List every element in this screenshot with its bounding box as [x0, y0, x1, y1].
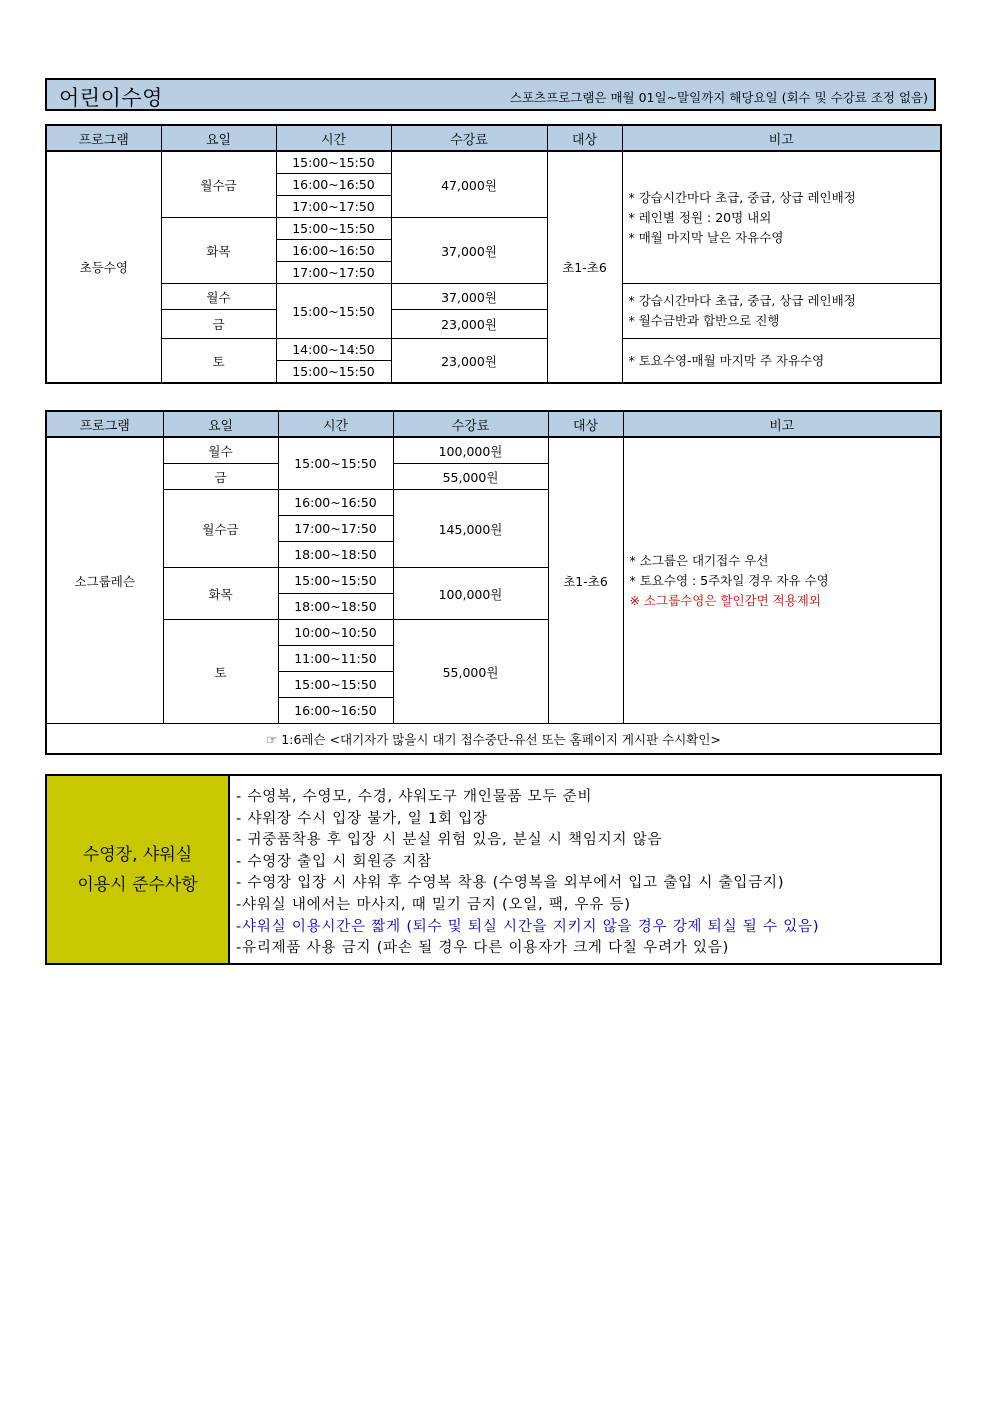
rule-item: - 샤워장 수시 입장 불가, 일 1회 입장	[236, 810, 488, 827]
day-cell: 월수	[163, 437, 278, 464]
program-name: 소그룹레슨	[46, 437, 163, 724]
fee-cell: 100,000원	[393, 437, 548, 464]
rule-item: - 귀중품착용 후 입장 시 분실 위험 있음, 분실 시 책임지지 않음	[236, 832, 663, 849]
fee-cell: 37,000원	[391, 284, 547, 310]
time-cell: 16:00~16:50	[278, 490, 393, 516]
fee-cell: 47,000원	[391, 151, 547, 218]
target-cell: 초1-초6	[547, 151, 622, 383]
small-group-lesson-table	[45, 410, 942, 755]
rule-item: -유리제품 사용 금지 (파손 될 경우 다른 이용자가 크게 다칠 우려가 있음)	[236, 940, 730, 957]
rules-label-line: 수영장, 샤워실	[82, 844, 193, 865]
rule-item: - 수영장 출입 시 회원증 지참	[236, 853, 432, 870]
time-cell: 10:00~10:50	[278, 620, 393, 646]
time-cell: 18:00~18:50	[278, 542, 393, 568]
remarks-cell	[622, 284, 941, 339]
remarks-cell	[622, 151, 941, 284]
col-fee: 수강료	[391, 125, 547, 151]
time-cell: 14:00~14:50	[276, 339, 391, 361]
col-time: 시간	[276, 125, 391, 151]
fee-cell: 55,000원	[393, 620, 548, 724]
rule-item-highlight: -샤워실 이용시간은 짧게 (퇴수 및 퇴실 시간을 지키지 않을 경우 강제 퇴실 될 수 있음)	[236, 918, 820, 935]
table-row	[46, 437, 941, 464]
remark-line: * 토요수영-매월 마지막 주 자유수영	[628, 352, 825, 368]
col-time: 시간	[278, 411, 393, 437]
section-note: 스포츠프로그램은 매월 01일~말일까지 해당요일 (회수 및 수강료 조정 없음)	[509, 90, 928, 105]
day-cell: 금	[163, 464, 278, 490]
time-cell: 15:00~15:50	[278, 568, 393, 594]
rules-label-line: 이용시 준수사항	[77, 874, 198, 895]
table-row	[46, 339, 941, 361]
table-row	[46, 284, 941, 310]
day-cell: 화목	[161, 218, 276, 284]
remark-line: * 레인별 정원 : 20명 내외	[628, 209, 772, 225]
remarks-cell	[623, 437, 941, 724]
table-header-row	[46, 125, 941, 151]
lesson-footnote: ☞ 1:6레슨 <대기자가 많을시 대기 접수중단-유선 또는 홈페이지 게시판 수시확인>	[46, 724, 941, 755]
day-cell: 토	[163, 620, 278, 724]
time-cell: 18:00~18:50	[278, 594, 393, 620]
rules-list	[230, 776, 819, 963]
remark-line: * 매월 마지막 날은 자유수영	[628, 229, 784, 245]
day-cell: 토	[161, 339, 276, 384]
col-day: 요일	[163, 411, 278, 437]
remark-line: * 강습시간마다 초급, 중급, 상급 레인배정	[628, 189, 856, 205]
time-cell: 17:00~17:50	[276, 196, 391, 218]
time-cell: 11:00~11:50	[278, 646, 393, 672]
table-footer-row	[46, 724, 941, 755]
rules-label	[47, 776, 230, 963]
rules-box	[45, 774, 942, 965]
remark-warning: ※ 소그룹수영은 할인감면 적용제외	[629, 592, 821, 608]
remarks-cell	[622, 339, 941, 384]
time-cell: 15:00~15:50	[276, 218, 391, 240]
rule-item: -샤워실 내에서는 마사지, 때 밀기 금지 (오일, 팩, 우유 등)	[236, 896, 631, 913]
day-cell: 월수	[161, 284, 276, 310]
col-day: 요일	[161, 125, 276, 151]
fee-cell: 55,000원	[393, 464, 548, 490]
time-cell: 17:00~17:50	[278, 516, 393, 542]
program-name: 초등수영	[46, 151, 161, 383]
target-cell: 초1-초6	[548, 437, 623, 724]
elementary-swim-table	[45, 124, 942, 384]
time-cell: 17:00~17:50	[276, 262, 391, 284]
time-cell: 16:00~16:50	[276, 174, 391, 196]
remark-line: * 소그룹은 대기접수 우선	[629, 552, 769, 568]
col-target: 대상	[547, 125, 622, 151]
fee-cell: 145,000원	[393, 490, 548, 568]
remark-line: * 강습시간마다 초급, 중급, 상급 레인배정	[628, 293, 856, 308]
fee-cell: 100,000원	[393, 568, 548, 620]
day-cell: 화목	[163, 568, 278, 620]
col-program: 프로그램	[46, 125, 161, 151]
time-cell: 15:00~15:50	[276, 151, 391, 174]
section-title: 어린이수영	[59, 86, 163, 110]
col-program: 프로그램	[46, 411, 163, 437]
col-remarks: 비고	[623, 411, 941, 437]
remark-line: * 월수금반과 합반으로 진행	[628, 313, 780, 328]
time-cell: 15:00~15:50	[278, 672, 393, 698]
table-row	[46, 151, 941, 174]
remark-line: * 토요수영 : 5주차일 경우 자유 수영	[629, 572, 829, 588]
day-cell: 월수금	[161, 151, 276, 218]
table-header-row	[46, 411, 941, 437]
rule-item: - 수영복, 수영모, 수경, 샤워도구 개인물품 모두 준비	[236, 789, 593, 805]
time-cell: 16:00~16:50	[276, 240, 391, 262]
time-cell: 16:00~16:50	[278, 698, 393, 724]
col-fee: 수강료	[393, 411, 548, 437]
col-remarks: 비고	[622, 125, 941, 151]
day-cell: 금	[161, 310, 276, 339]
time-cell: 15:00~15:50	[278, 437, 393, 490]
day-cell: 월수금	[163, 490, 278, 568]
fee-cell: 23,000원	[391, 310, 547, 339]
col-target: 대상	[548, 411, 623, 437]
section-header	[45, 78, 936, 111]
rule-item: - 수영장 입장 시 샤워 후 수영복 착용 (수영복을 외부에서 입고 출입 시 출입금지)	[236, 875, 785, 892]
time-cell: 15:00~15:50	[276, 284, 391, 339]
time-cell: 15:00~15:50	[276, 361, 391, 384]
fee-cell: 37,000원	[391, 218, 547, 284]
fee-cell: 23,000원	[391, 339, 547, 384]
